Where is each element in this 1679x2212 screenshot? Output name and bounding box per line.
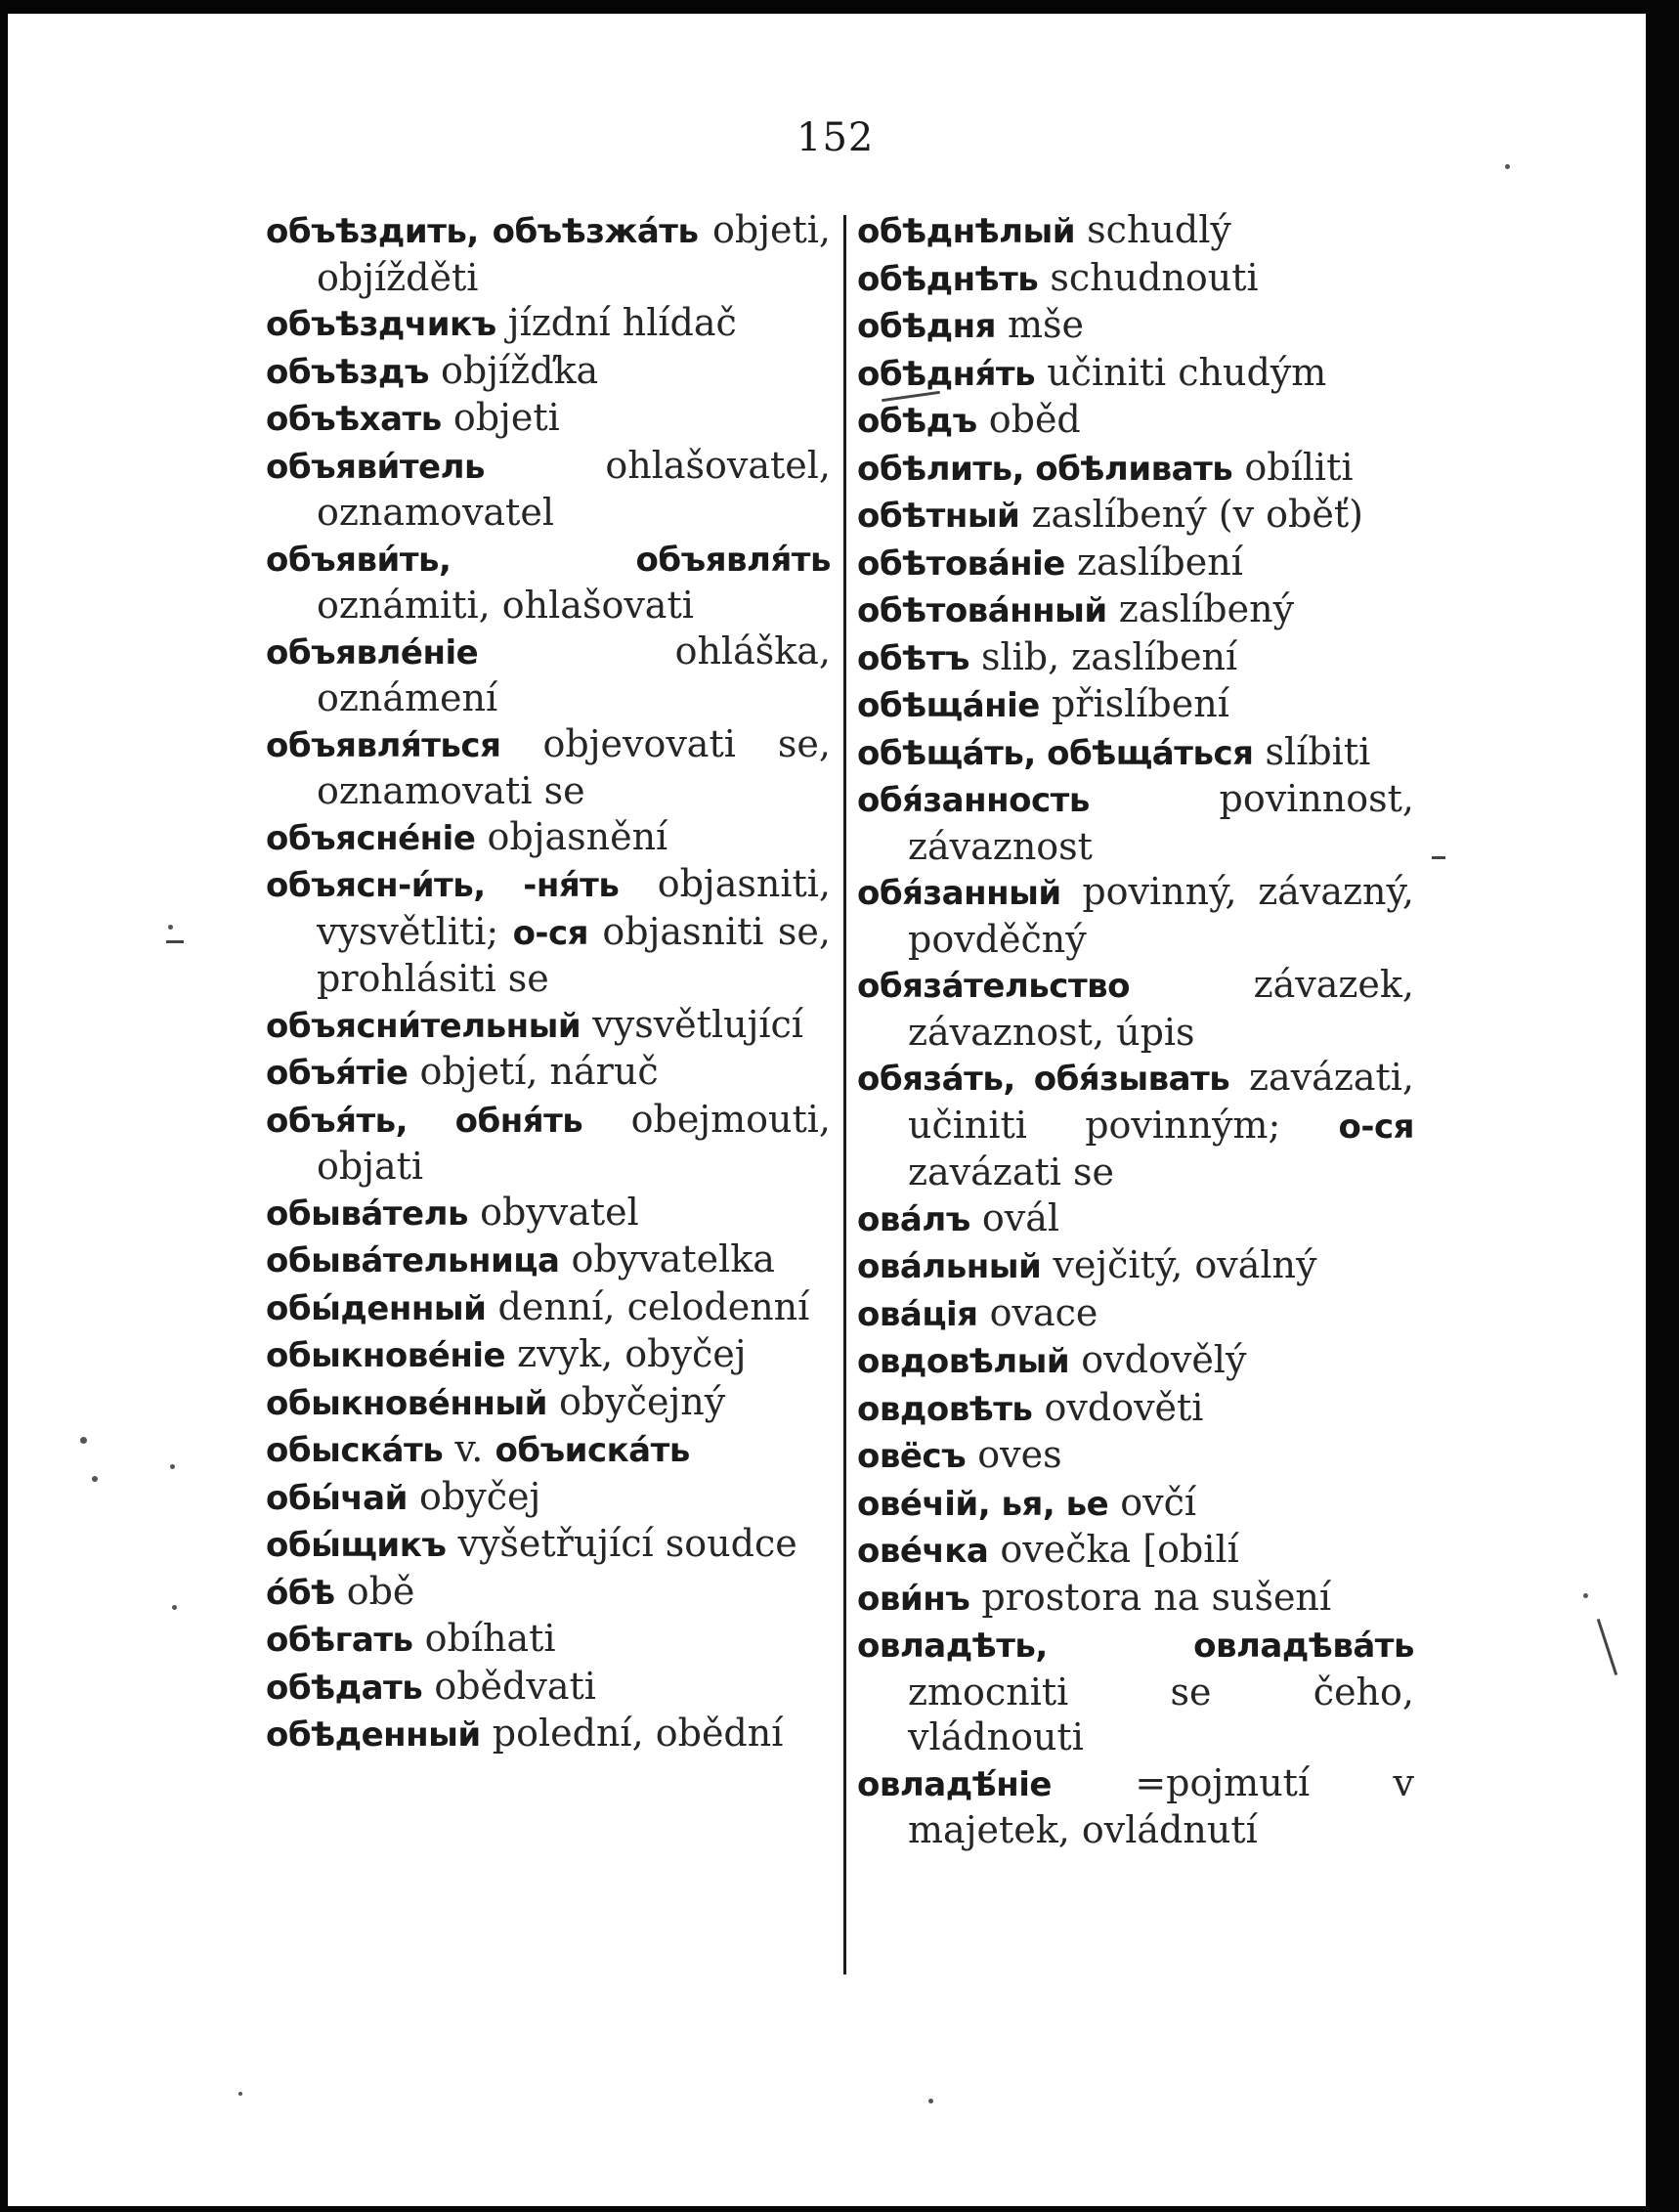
translation: učiniti chudým — [1047, 350, 1327, 394]
scan-border-bottom — [0, 2206, 1679, 2212]
dictionary-entry — [266, 1284, 831, 1332]
translation: ovčí — [1120, 1480, 1197, 1524]
translation: obíhati — [424, 1617, 556, 1660]
sub-translation: objasniti se, prohlásiti se — [317, 909, 831, 1000]
dictionary-entry — [857, 1527, 1414, 1575]
translation: obě — [346, 1569, 415, 1613]
scan-speck — [168, 925, 173, 930]
dictionary-entry — [266, 1474, 831, 1522]
translation: schudnouti — [1050, 255, 1259, 299]
headword: ови́нъ — [857, 1579, 970, 1619]
dictionary-entry — [857, 1385, 1414, 1433]
translation: denní, celodenní — [497, 1284, 810, 1328]
headword: овёсъ — [857, 1437, 967, 1476]
headword: объясн-и́ть, -ня́ть — [266, 866, 620, 905]
translation: =pojmutí v majetek, ovládnutí — [908, 1760, 1414, 1851]
translation: v. — [454, 1427, 484, 1470]
dictionary-entry — [266, 1569, 831, 1617]
headword: обѣтъ — [857, 638, 969, 678]
headword: объѣздить, объѣзжа́ть — [266, 212, 699, 251]
dictionary-entry — [266, 1236, 831, 1284]
headword: обыкнове́нный — [266, 1383, 547, 1423]
dictionary-entry — [857, 729, 1414, 777]
translation: obejmouti, objati — [317, 1097, 831, 1188]
headword: обѣтова́нный — [857, 591, 1107, 630]
headword: обяза́тельство — [857, 967, 1131, 1006]
headword: объявле́ніе — [266, 632, 479, 672]
translation: obyvatel — [480, 1190, 639, 1234]
headword: обѣднѣть — [857, 259, 1039, 299]
headword: обѣтный — [857, 497, 1020, 536]
headword: объяви́ть, объявля́ть — [266, 540, 831, 580]
scan-speck — [928, 2099, 933, 2104]
translation: vyšetřující soudce — [457, 1522, 797, 1565]
dictionary-entry — [266, 348, 831, 396]
scan-speck — [1505, 164, 1510, 169]
headword: овдовѣлый — [857, 1342, 1070, 1381]
dictionary-entry — [857, 350, 1414, 398]
scan-mark — [1597, 1619, 1617, 1675]
translation: ohlašovatel, oznamovatel — [317, 443, 831, 534]
dictionary-entry — [266, 814, 831, 862]
dictionary-entry — [857, 681, 1414, 729]
dictionary-entry — [266, 1190, 831, 1237]
translation: povinnost, závaznost — [908, 777, 1414, 868]
translation: zaslíbený — [1118, 587, 1295, 630]
dictionary-entry — [857, 1195, 1414, 1243]
headword: обыкнове́ніе — [266, 1336, 506, 1375]
headword: обѣдня́ть — [857, 354, 1036, 394]
translation: ovdověti — [1044, 1385, 1204, 1429]
translation: ovace — [989, 1290, 1098, 1334]
headword: ове́чій, ья, ье — [857, 1484, 1109, 1524]
headword: обѣдъ — [857, 402, 977, 441]
headword: овладѣть, овладѣва́ть — [857, 1626, 1414, 1666]
translation: oves — [977, 1433, 1062, 1476]
dictionary-entry — [857, 1055, 1414, 1195]
dictionary-entry — [857, 962, 1414, 1055]
headword: объѣхать — [266, 400, 442, 439]
dictionary-entry — [857, 1760, 1414, 1853]
scan-speck — [170, 1464, 175, 1469]
headword: обѣща́ніе — [857, 686, 1040, 725]
headword: ова́ція — [857, 1294, 978, 1334]
dictionary-entry — [266, 1379, 831, 1427]
dictionary-entry — [266, 1426, 831, 1474]
left-column — [266, 207, 831, 1758]
column-divider — [843, 215, 846, 1974]
translation: prostora na sušení — [981, 1575, 1332, 1619]
translation: zaslíbení — [1076, 540, 1243, 584]
dictionary-entry — [857, 1432, 1414, 1480]
translation: obyčej — [419, 1474, 541, 1518]
dictionary-entry — [857, 1337, 1414, 1385]
translation: oběd — [988, 398, 1081, 441]
translation: zvyk, obyčej — [517, 1332, 747, 1375]
sub-headword: о-ся — [1338, 1106, 1414, 1147]
headword: объяви́тель — [266, 447, 485, 487]
translation: ohláška, oznámení — [317, 629, 831, 719]
dictionary-entry — [266, 207, 831, 300]
scan-border-right — [1646, 0, 1679, 2212]
right-column — [857, 207, 1414, 1853]
translation: ovál — [981, 1195, 1060, 1239]
dictionary-entry — [857, 207, 1414, 255]
dictionary-entry — [266, 1664, 831, 1712]
dictionary-entry — [266, 300, 831, 348]
dictionary-entry — [857, 586, 1414, 634]
dictionary-entry — [266, 443, 831, 536]
headword: объѣздъ — [266, 352, 429, 392]
translation: ovečka [obilí — [1000, 1528, 1239, 1571]
dictionary-entry — [266, 536, 831, 629]
translation: polední, obědní — [492, 1712, 784, 1755]
headword: обѣднѣлый — [857, 212, 1076, 251]
dictionary-entry — [857, 1242, 1414, 1290]
translation: zaslíbený (v oběť) — [1031, 493, 1363, 536]
sub-headword: о-ся — [512, 913, 589, 953]
headword: обѣтова́ніе — [857, 543, 1065, 584]
headword: обыска́ть — [266, 1431, 444, 1470]
dictionary-entry — [266, 1616, 831, 1664]
dictionary-entry — [857, 1575, 1414, 1623]
dictionary-entry — [857, 302, 1414, 350]
dictionary-entry — [266, 1521, 831, 1569]
headword: обы́щикъ — [266, 1526, 447, 1565]
headword: обы́чай — [266, 1478, 408, 1518]
dictionary-entry — [857, 445, 1414, 493]
scan-speck — [1583, 1593, 1588, 1598]
dictionary-entry — [857, 776, 1414, 869]
dictionary-entry — [266, 861, 831, 1002]
scan-mark — [1432, 856, 1445, 859]
dictionary-entry — [266, 629, 831, 721]
translation: ovdovělý — [1081, 1338, 1247, 1381]
translation: povinný, závazný, povděčný — [908, 870, 1414, 961]
dictionary-entry — [266, 1711, 831, 1758]
headword: овдовѣть — [857, 1389, 1033, 1429]
dictionary-entry — [266, 1002, 831, 1050]
sub-translation: zavázati se — [908, 1150, 1114, 1193]
dictionary-entry — [857, 1622, 1414, 1760]
translation: objeti — [452, 396, 560, 439]
headword: ова́льный — [857, 1247, 1042, 1286]
headword: обѣгать — [266, 1621, 413, 1660]
dictionary-entry — [266, 1331, 831, 1379]
headword: обя́занность — [857, 781, 1090, 820]
translation: zavázati, učiniti povinným; — [908, 1056, 1414, 1147]
headword: о́бѣ — [266, 1573, 335, 1613]
translation: jízdní hlídač — [507, 301, 737, 344]
dictionary-entry — [266, 395, 831, 443]
page-number: 152 — [796, 115, 875, 160]
dictionary-entry — [857, 869, 1414, 962]
translation: mše — [1008, 303, 1085, 346]
translation: obyčejný — [559, 1379, 726, 1423]
headword: обя́занный — [857, 874, 1061, 913]
scan-speck — [92, 1476, 98, 1482]
translation: objevovati se, oznamovati se — [317, 721, 831, 812]
scan-border-top — [0, 0, 1679, 14]
dictionary-entry — [857, 1290, 1414, 1338]
translation: vejčitý, oválný — [1053, 1243, 1317, 1286]
headword: обѣща́ть, обѣща́ться — [857, 733, 1254, 773]
dictionary-entry — [857, 1480, 1414, 1528]
translation: objetí, náruč — [419, 1050, 659, 1093]
translation: obyvatelka — [571, 1237, 775, 1280]
dictionary-entry — [857, 397, 1414, 445]
translation: zmocniti se čeho, vládnouti — [908, 1670, 1414, 1758]
headword: овладѣ́ніе — [857, 1764, 1052, 1804]
headword: объясни́тельный — [266, 1006, 581, 1046]
dictionary-entry — [857, 634, 1414, 682]
headword: объясне́ніе — [266, 818, 476, 858]
scan-speck — [172, 1605, 177, 1610]
translation: vysvětlující — [592, 1002, 803, 1046]
dictionary-entry — [857, 492, 1414, 540]
translation: obíliti — [1244, 445, 1354, 489]
translation: objasnění — [487, 814, 668, 858]
translation: objasniti, vysvětliti; — [317, 862, 831, 953]
sub-headword: объиска́ть — [495, 1431, 690, 1470]
translation: obědvati — [434, 1664, 596, 1708]
headword: обы́денный — [266, 1288, 487, 1328]
headword: обыва́тельница — [266, 1241, 560, 1280]
headword: обѣдать — [266, 1668, 423, 1708]
translation: závazek, závaznost, úpis — [908, 963, 1414, 1054]
headword: ова́лъ — [857, 1199, 970, 1239]
headword: ове́чка — [857, 1532, 989, 1571]
headword: обѣденный — [266, 1715, 481, 1755]
headword: объя́тіе — [266, 1054, 409, 1093]
dictionary-entry — [857, 540, 1414, 587]
translation: slíbiti — [1265, 729, 1371, 773]
translation: přislíbení — [1051, 682, 1229, 725]
headword: обѣлить, обѣливать — [857, 449, 1233, 489]
dictionary-entry — [266, 721, 831, 814]
headword: объявля́ться — [266, 725, 501, 765]
scan-border-left — [0, 0, 8, 2212]
scan-speck — [80, 1437, 87, 1444]
translation: objeti, objížděti — [317, 208, 831, 299]
headword: объя́ть, обня́ть — [266, 1101, 583, 1141]
headword: объѣздчикъ — [266, 305, 496, 344]
translation: slib, zaslíbení — [980, 634, 1238, 678]
scan-speck — [238, 2092, 242, 2096]
translation: objížďka — [441, 348, 599, 392]
headword: обяза́ть, обя́зывать — [857, 1060, 1230, 1099]
scan-mark — [166, 940, 184, 943]
headword: обѣдня — [857, 307, 996, 346]
headword: обыва́тель — [266, 1193, 468, 1234]
translation: schudlý — [1087, 208, 1231, 251]
dictionary-entry — [266, 1097, 831, 1190]
dictionary-entry — [266, 1049, 831, 1097]
translation: oznámiti, ohlašovati — [317, 584, 694, 627]
dictionary-entry — [857, 255, 1414, 303]
